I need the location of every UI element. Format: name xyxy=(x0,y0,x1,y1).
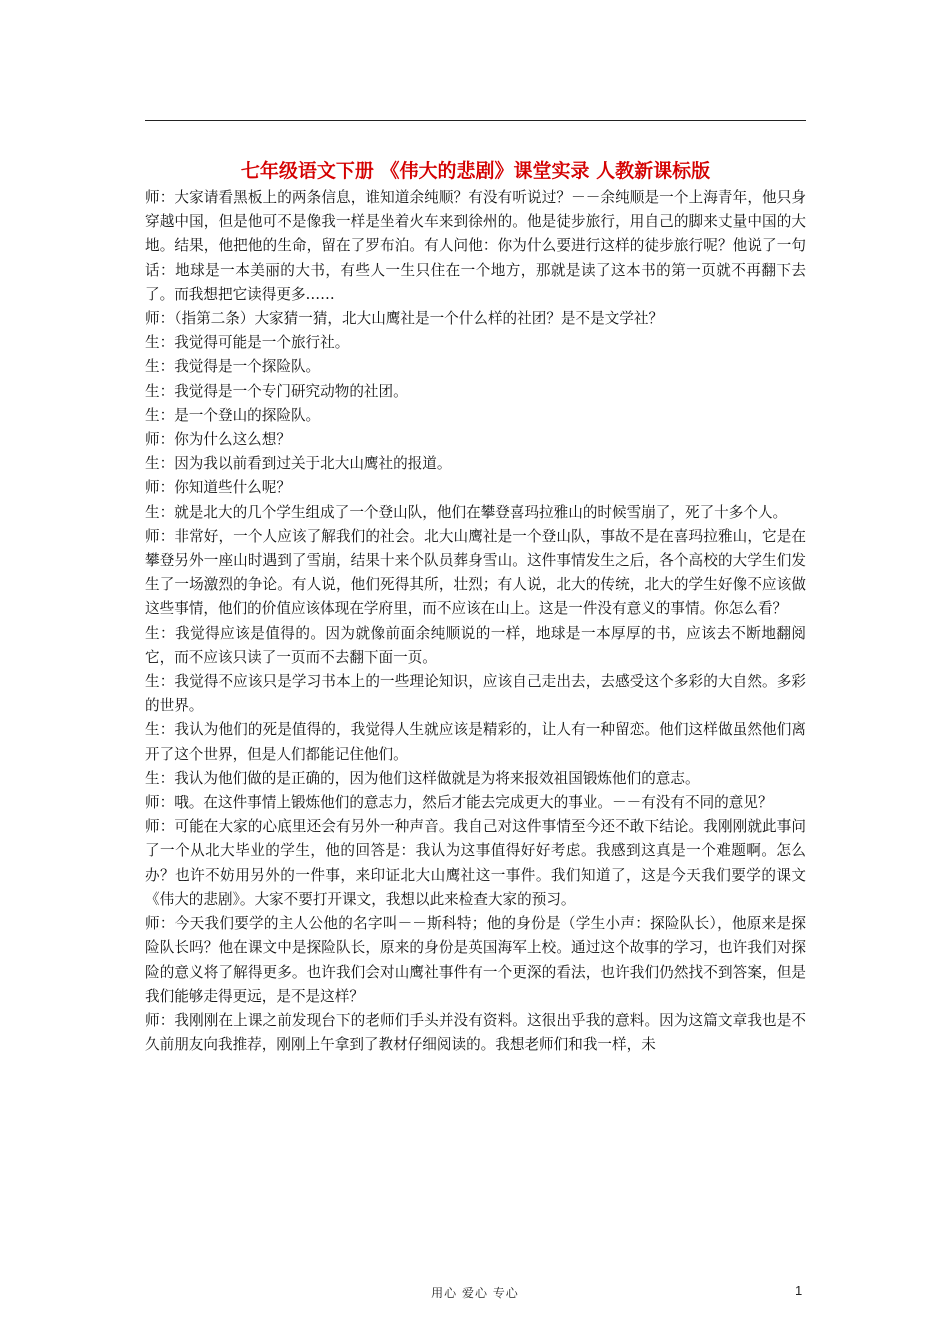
paragraph: 师：你为什么这么想？ xyxy=(145,431,291,449)
document-body xyxy=(145,186,806,1057)
paragraph: 师：非常好，一个人应该了解我们的社会。北大山鹰社是一个登山队，事故不是在喜玛拉雅山，它是在攀登另外一座山时遇到了雪崩，结果十来个队员葬身雪山。这件事情发生之后，各个高校的大学生们发生了一场激烈的争论。有人说，他们死得其所，壮烈；有人说，北大的传统，北大的学生好像不应该做这些事情，他们的价值应该体现在学府里，而不应该在山上。这是一件没有意义的事情。你怎么看？ xyxy=(145,527,806,618)
document-title: 七年级语文下册 《伟大的悲剧》课堂实录 人教新课标版 xyxy=(240,160,711,182)
paragraph: 师：大家请看黑板上的两条信息，谁知道余纯顺？有没有听说过？－－余纯顺是一个上海青年，他只身穿越中国，但是他可不是像我一样是坐着火车来到徐州的。他是徒步旅行，用自己的脚来丈量中国的大地。结果，他把他的生命，留在了罗布泊。有人问他：你为什么要进行这样的徒步旅行呢？他说了一句话：地球是一本美丽的大书，有些人一生只住在一个地方，那就是读了这本书的第一页就不再翻下去了。而我想把它读得更多…… xyxy=(145,189,806,303)
paragraph: 生：我觉得可能是一个旅行社。 xyxy=(145,334,350,352)
paragraph: 师：你知道些什么呢？ xyxy=(145,479,291,497)
paragraph: 师：哦。在这件事情上锻炼他们的意志力，然后才能去完成更大的事业。－－有没有不同的意见？ xyxy=(145,794,773,812)
header-rule xyxy=(145,120,806,121)
paragraph: 师：可能在大家的心底里还会有另外一种声音。我自己对这件事情至今还不敢下结论。我刚刚就此事问了一个从北大毕业的学生，他的回答是：我认为这事值得好好考虑。我感到这真是一个难题啊。怎么办？也许不妨用另外的一件事，来印证北大山鹰社这一事件。我们知道了，这是今天我们要学的课文《伟大的悲剧》。大家不要打开课文，我想以此来检查大家的预习。 xyxy=(145,818,806,908)
paragraph: 生：就是北大的几个学生组成了一个登山队，他们在攀登喜玛拉雅山的时候雪崩了，死了十多个人。 xyxy=(145,503,788,521)
paragraph: 生：我认为他们的死是值得的，我觉得人生就应该是精彩的，让人有一种留恋。他们这样做虽然他们离开了这个世界，但是人们都能记住他们。 xyxy=(145,721,806,763)
paragraph: 师：我刚刚在上课之前发现台下的老师们手头并没有资料。这很出乎我的意料。因为这篇文章我也是不久前朋友向我推荐，刚刚上午拿到了教材仔细阅读的。我想老师们和我一样，未 xyxy=(145,1011,806,1054)
page-number: 1 xyxy=(795,1283,803,1298)
paragraph: 师：今天我们要学的主人公他的名字叫－－斯科特；他的身份是（学生小声：探险队长），他原来是探险队长吗？他在课文中是探险队长，原来的身份是英国海军上校。通过这个故事的学习，也许我们对探险的意义将了解得更多。也许我们会对山鹰社事件有一个更深的看法，也许我们仍然找不到答案，但是我们能够走得更远，是不是这样？ xyxy=(145,915,806,1005)
paragraph: 生：是一个登山的探险队。 xyxy=(145,406,321,424)
paragraph: 师：（指第二条）大家猜一猜，北大山鹰社是一个什么样的社团？是不是文学社？ xyxy=(145,310,664,328)
paragraph: 生：我觉得应该是值得的。因为就像前面余纯顺说的一样，地球是一本厚厚的书，应该去不断地翻阅它，而不应该只读了一页而不去翻下面一页。 xyxy=(145,624,806,666)
paragraph: 生：我觉得不应该只是学习书本上的一些理论知识，应该自己走出去，去感受这个多彩的大自然。多彩的世界。 xyxy=(145,673,806,715)
paragraph: 生：我觉得是一个专门研究动物的社团。 xyxy=(145,382,408,400)
paragraph: 生：我觉得是一个探险队。 xyxy=(145,358,321,376)
page-footer: 用心 爱心 专心 xyxy=(431,1286,519,1300)
paragraph: 生：因为我以前看到过关于北大山鹰社的报道。 xyxy=(145,455,452,473)
paragraph: 生：我认为他们做的是正确的，因为他们这样做就是为将来报效祖国锻炼他们的意志。 xyxy=(145,769,700,787)
